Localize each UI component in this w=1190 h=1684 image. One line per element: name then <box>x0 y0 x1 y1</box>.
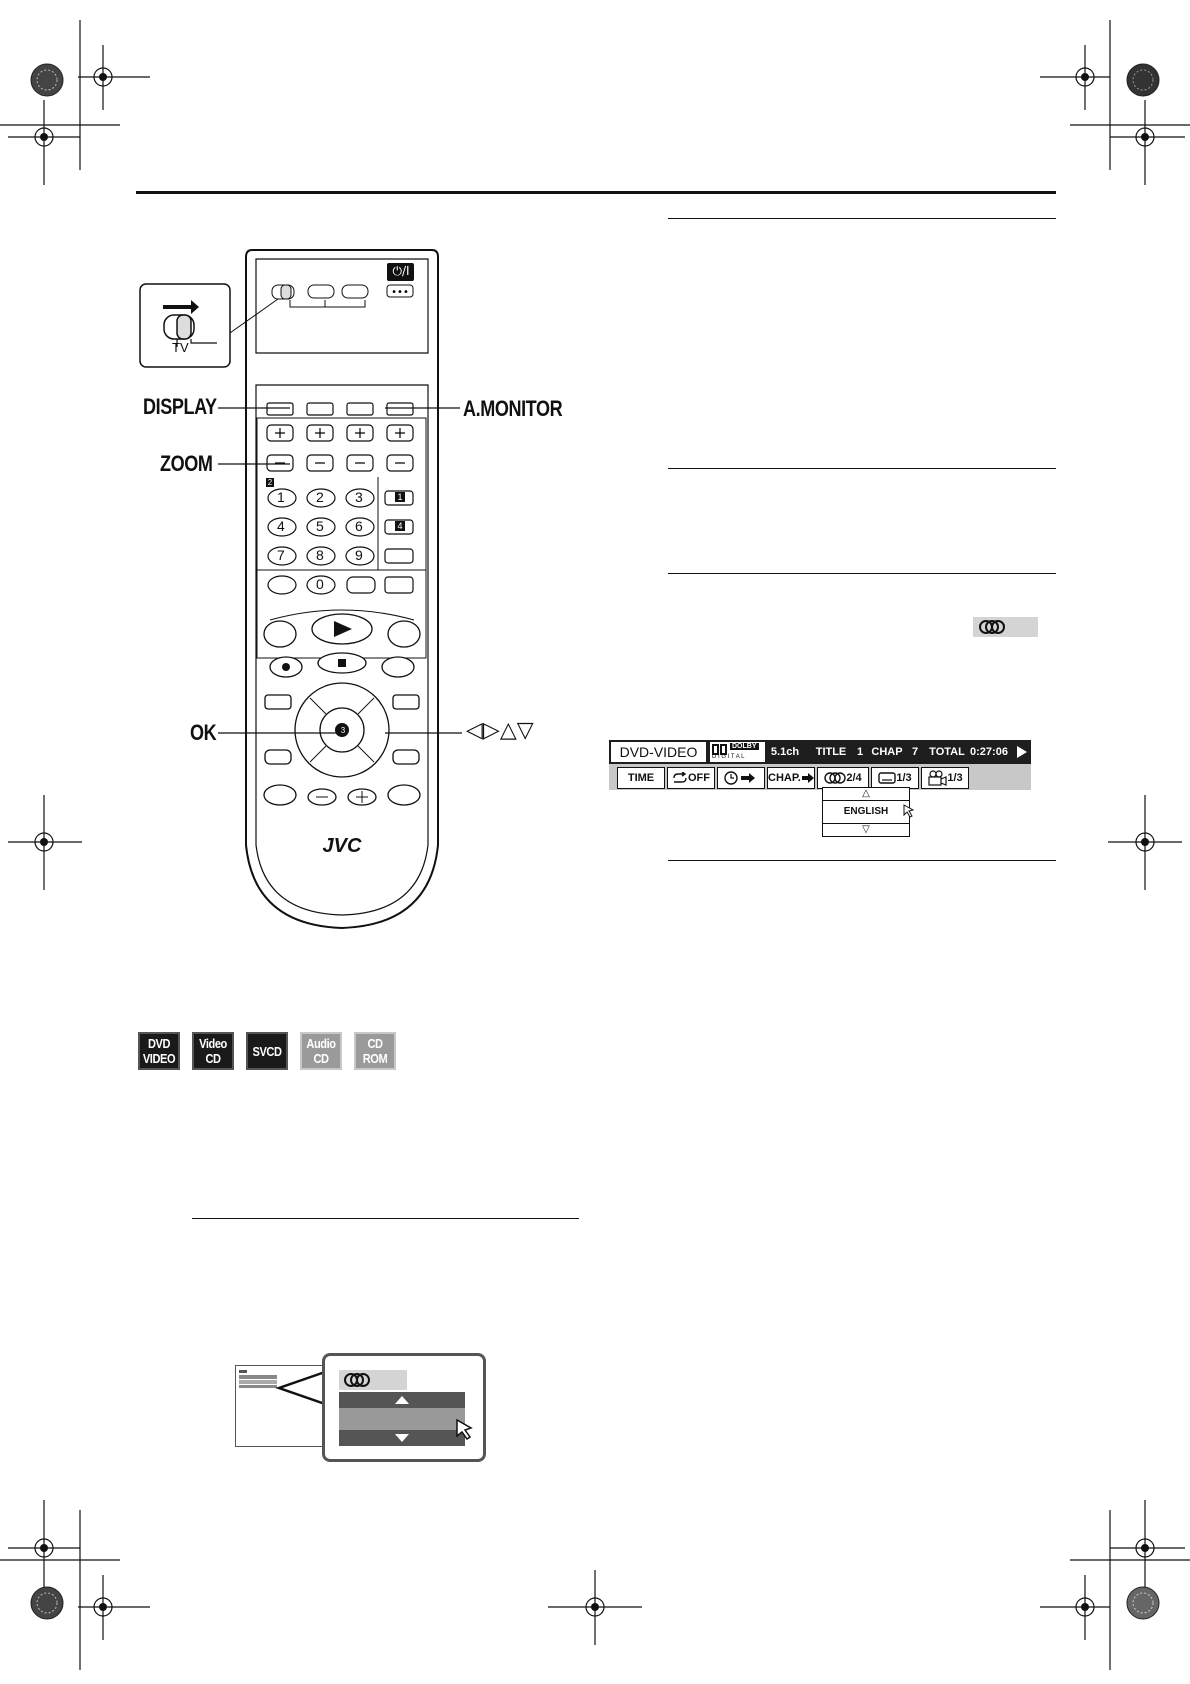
osd-time-search-button[interactable] <box>717 767 765 789</box>
callout-a-monitor: A.MONITOR <box>463 396 563 421</box>
inset-down-row[interactable] <box>339 1430 465 1446</box>
key-2: 2 <box>316 489 324 505</box>
key-7: 7 <box>277 547 285 563</box>
inset-audio-tab <box>339 1370 407 1390</box>
side-label-2: 2 <box>267 478 273 487</box>
power-icon: ⏻/I <box>392 264 410 278</box>
triangle-up-icon <box>394 1395 410 1405</box>
right-section-rule-2 <box>668 468 1056 469</box>
subtitle-icon <box>878 771 896 785</box>
disc-badge-svcd: SVCD <box>246 1032 288 1070</box>
osd-total-value: 0:27:06 <box>970 746 1008 758</box>
dolby-logo: DOLBY D I G I T A L <box>710 742 765 762</box>
osd-chap-button[interactable]: CHAP. <box>767 767 815 789</box>
callout-display: DISPLAY <box>143 394 217 419</box>
osd-audio-dropdown[interactable] <box>822 787 910 837</box>
right-section-rule-4 <box>668 860 1056 861</box>
disc-badge-video-cd: Video CD <box>192 1032 234 1070</box>
osd-disc-type: DVD-VIDEO <box>611 742 706 762</box>
right-section-rule-1 <box>668 218 1056 219</box>
osd-chap-label: CHAP <box>871 746 903 758</box>
audio-icon <box>342 1370 372 1390</box>
key-0: 0 <box>316 576 324 592</box>
switch-tv-label: TV <box>172 340 189 355</box>
osd-title-value: 1 <box>856 746 864 758</box>
disc-badge-audio-cd: Audio CD <box>300 1032 342 1070</box>
osd-angle-button[interactable]: 1/3 <box>921 767 969 789</box>
osd-time-button[interactable]: TIME <box>617 767 665 789</box>
key-3: 3 <box>355 489 363 505</box>
side-label-1: 1 <box>395 492 405 502</box>
right-section-rule-3 <box>668 573 1056 574</box>
cursor-icon <box>455 1418 475 1440</box>
callout-ok: OK <box>190 720 217 745</box>
key-9: 9 <box>355 547 363 563</box>
disc-badge-cd-rom: CD ROM <box>354 1032 396 1070</box>
left-section-rule <box>192 1218 579 1219</box>
inset-selection-row <box>339 1408 465 1430</box>
triangle-down-icon <box>394 1433 410 1443</box>
callout-lines <box>0 0 600 760</box>
key-4: 4 <box>277 518 285 534</box>
callout-zoom: ZOOM <box>160 451 213 476</box>
camera-angle-icon <box>927 770 947 786</box>
osd-audio-button[interactable]: 2/4 <box>817 767 869 789</box>
osd-total-label: TOTAL <box>929 746 965 758</box>
dropdown-up-arrow[interactable]: △ <box>823 788 909 801</box>
osd-repeat-button[interactable]: OFF <box>667 767 715 789</box>
arrow-right-icon <box>801 772 814 784</box>
dropdown-down-arrow[interactable]: ▽ <box>823 823 909 836</box>
dropdown-value: ENGLISH <box>843 806 889 817</box>
audio-icon <box>824 771 846 785</box>
callout-arrows: ◁▷△▽ <box>466 718 534 743</box>
play-icon <box>1013 744 1029 760</box>
side-label-3: 3 <box>340 726 346 735</box>
osd-chap-value: 7 <box>911 746 919 758</box>
audio-icon-box <box>973 617 1038 637</box>
osd-channels: 5.1ch <box>770 746 800 758</box>
disc-badge-dvd-video: DVD VIDEO <box>138 1032 180 1070</box>
inset-up-row[interactable] <box>339 1392 465 1408</box>
audio-icon <box>977 617 1007 637</box>
key-1: 1 <box>277 489 285 505</box>
clock-arrow-icon <box>723 771 759 785</box>
side-label-4: 4 <box>395 521 405 531</box>
cursor-icon <box>903 804 915 818</box>
osd-bar <box>609 740 1031 790</box>
osd-title-label: TITLE <box>815 746 847 758</box>
key-6: 6 <box>355 518 363 534</box>
remote-brand-logo: JVC <box>322 835 362 857</box>
enlarged-inset <box>322 1353 486 1462</box>
key-5: 5 <box>316 518 324 534</box>
svg-text:•••: ••• <box>391 287 409 298</box>
repeat-icon <box>672 772 688 784</box>
osd-subtitle-button[interactable]: 1/3 <box>871 767 919 789</box>
key-8: 8 <box>316 547 324 563</box>
